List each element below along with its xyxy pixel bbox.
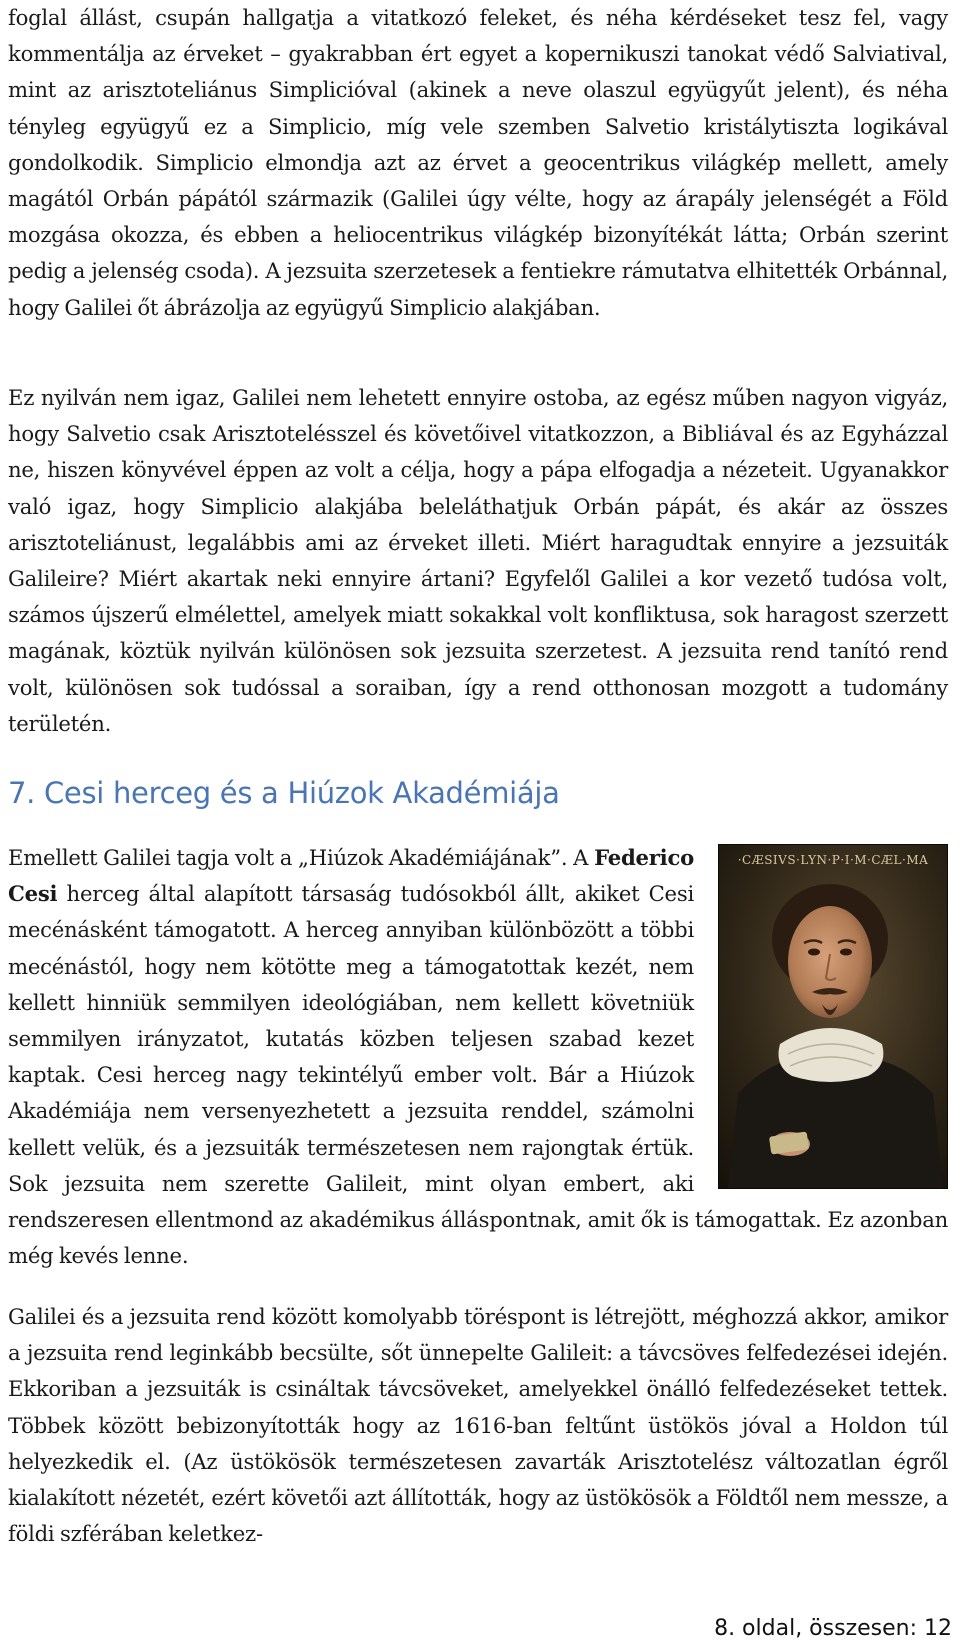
page-number: 8. oldal, összesen: 12 [714,1616,952,1641]
portrait-inscription: ·CÆSIVS·LYN·P·I·M·CÆL·MA [737,853,929,867]
portrait-image [718,844,948,1189]
body-paragraph-3 [8,840,948,1274]
body-paragraph-2: Ez nyilván nem igaz, Galilei nem lehetett ennyire ostoba, az egész műben nagyon vigyáz, hogy Salvetio csak Arisztotelésszel és követőivel vitatkozzon, a Bibliával és az Egyházzal ne, hiszen könyvével éppen az volt a célja, hogy a pápa elfogadja a nézeteit. Ugyanakkor való igaz, hogy Simplicio alakjába beleláthatjuk Orbán pápát, és akár az összes arisztoteliánust, legalábbis ami az érveket illeti. Miért haragudtak ennyire a jezsuiták Galileire? Miért akartak neki ennyire ártani? Egyfelől Galilei a kor vezető tudósa volt, számos újszerű elmélettel, amelyek miatt sokakkal volt konfliktusa, sok haragost szerzett magának, köztük nyilván különösen sok jezsuita szerzetest. A jezsuita rend tanító rend volt, különösen sok tudóssal a soraiban, így a rend otthonosan mozgott a tudomány területén. [8,385,948,736]
federico-cesi-name: Federico Cesi [8,845,694,907]
paragraph-3-text: Emellett Galilei tagja volt a „Hiúzok Akadémiájának”. A [8,845,595,870]
body-paragraph-1: foglal állást, csupán hallgatja a vitatkozó feleket, és néha kérdéseket tesz fel, vagy kommentálja az érveket – gyakrabban ért egyet a kopernikuszi tanokat védő Salviatival, mint az arisztoteliánus Simplicióval (akinek a neve olaszul együgyűt jelent), és néha tényleg együgyű ez a Simplicio, míg vele szemben Salvetio kristálytiszta logikával gondolkodik. Simplicio elmondja azt az érvet a geocentrikus világkép mellett, amely magától Orbán pápától származik (Galilei úgy vélte, hogy az árapály jelenségét a Föld mozgása okozza, és ebben a heliocentrikus világkép bizonyítékát látta; Orbán szerint pedig a jelenség csoda). A jezsuita szerzetesek a fentiekre rámutatva elhitették Orbánnal, hogy Galilei őt ábrázolja az együgyű Simplicio alakjában. [8,5,948,320]
paragraph-3-continued: herceg által alapított társaság tudósokból állt, akiket Cesi mecénásként támogatott. A herceg annyiban különbözött a többi mecénástól, hogy nem kötötte meg a támogatottak kezét, nem kellett hinniük semmilyen ideológiában, nem kellett követniük semmilyen irányzatot, kutatás közben teljesen szabad kezet kaptak. Cesi herceg nagy tekintélyű ember volt. Bár a Hiúzok Akadémiája nem versenyezhetett a jezsuita renddel, számolni kellett velük, és a jezsuiták természetesen nem rajongtak értük. Sok jezsuita nem szerette Galileit, mint olyan embert, aki rendszeresen ellentmond az akadémikus álláspontnak, amit ők is támogattak. Ez azonban még kevés lenne. [8,881,948,1269]
section-heading: 7. Cesi herceg és a Hiúzok Akadémiája [8,776,560,810]
body-paragraph-4: Galilei és a jezsuita rend között komolyabb töréspont is létrejött, méghozzá akkor, amikor a jezsuita rend leginkább becsülte, sőt ünnepelte Galileit: a távcsöves felfedezései idején. Ekkoriban a jezsuiták is csináltak távcsöveket, amelyekkel önálló felfedezéseket tettek. Többek között bebizonyították hogy az 1616-ban feltűnt üstökös jóval a Holdon túl helyezkedik el. (Az üstökösök természetesen zavarták Arisztotelész változatlan égről kialakított nézetét, ezért követői azt állították, hogy az üstökösök a Földtől nem messze, a földi szférában keletkez- [8,1304,948,1547]
